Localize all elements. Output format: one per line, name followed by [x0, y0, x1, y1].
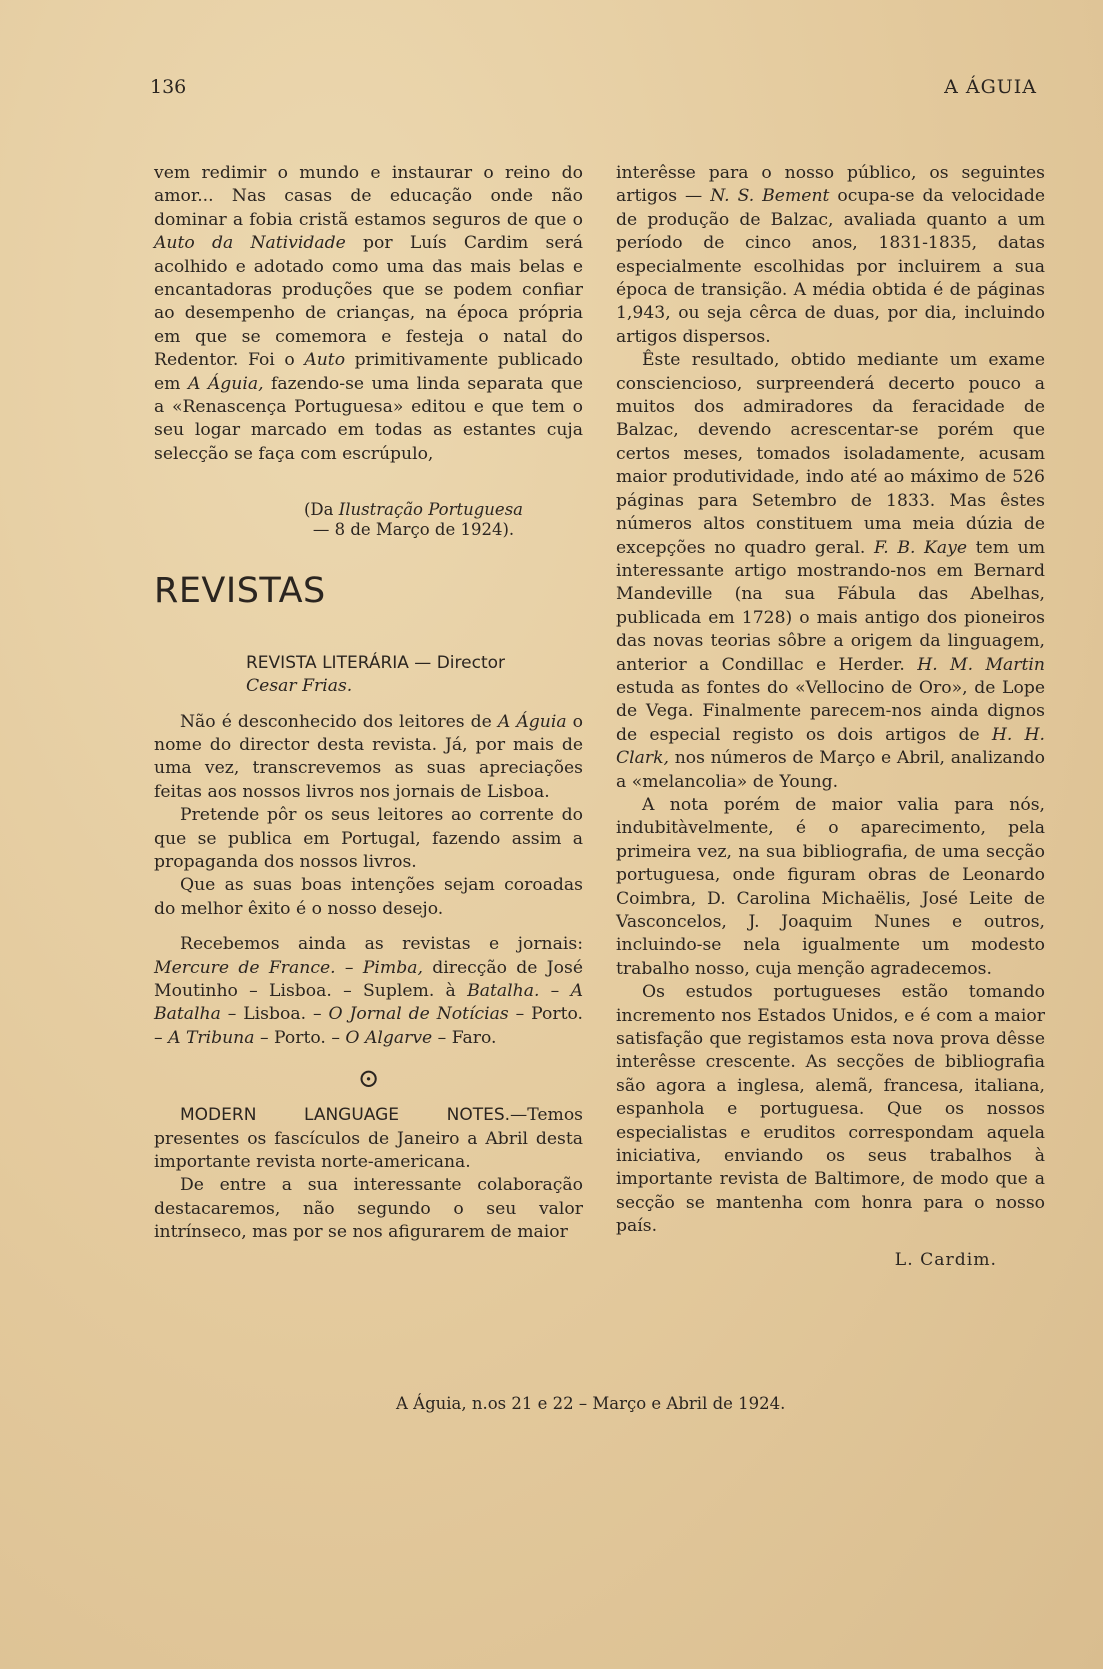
paragraph-revista-1: Não é desconhecido dos leitores de A Águia o nome do director desta revista. Já, por mais de uma vez, transcrevemos as suas apreciações feitas aos nossos livros nos jornais de Lisboa. — [154, 711, 584, 802]
left-column — [154, 162, 583, 1245]
page-footer: A Águia, n.os 21 e 22 – Março e Abril de 1924. — [396, 1394, 786, 1413]
paragraph-bement: interêsse para o nosso público, os seguintes artigos — N. S. Bement ocupa-se da velocidade de produção de Balzac, avaliada quanto a um período de cinco anos, 1831-1835, datas especialmente escolhidas por incluirem a sua época de transição. A média obtida é de páginas 1,943, ou seja cêrca de duas, por dia, incluindo artigos dispersos. — [616, 163, 1045, 347]
revista-literaria-heading: REVISTA LITERÁRIA — Director Cesar Frias. — [246, 652, 506, 697]
paragraph-portuguese-section: A nota porém de maior valia para nós, indubitàvelmente, é o aparecimento, pela primeira vez, na sua bibliografia, de uma secção portuguesa, onde figuram obras de Leonardo Coimbra, D. Carolina Michaëlis, José Leite de Vasconcelos, J. Joaquim Nunes e outros, incluindo-se nela igualmente um modesto trabalho nosso, cuja menção agradecemos. — [616, 794, 1045, 979]
page-header — [150, 76, 1037, 106]
paragraph-mln-collab: De entre a sua interessante colaboração destacaremos, não segundo o seu valor intrínseco, mas por se nos afigurarem de maior — [154, 1175, 583, 1243]
section-title: REVISTAS — [154, 571, 326, 612]
paragraph-received-journals: Recebemos ainda as revistas e jornais: Mercure de France. – Pimba, direcção de José Moutinho – Lisboa. – Suplem. à Batalha. – A Batalha – Lisboa. – O Jornal de Notícias – Porto. – A Tribuna – Porto. – O Algarve – Faro. — [154, 934, 584, 1048]
right-column — [616, 162, 1045, 1272]
paragraph-revista-3: Que as suas boas intenções sejam coroadas do melhor êxito é o nosso desejo. — [154, 875, 583, 919]
section-divider-icon: ⊙ — [357, 1064, 380, 1095]
author-signature: L. Cardim. — [894, 1249, 997, 1270]
paragraph-revista-2: Pretende pôr os seus leitores ao corrente do que se publica em Portugal, fazendo assim a propaganda dos nossos livros. — [154, 805, 583, 872]
source-credit: (Da Ilustração Portuguesa — 8 de Março de 1924). — [303, 500, 524, 540]
running-title: A ÁGUIA — [944, 76, 1037, 98]
paragraph-result: Êste resultado, obtido mediante um exame consciencioso, surpreenderá decerto pouco a muitos dos admiradores da feracidade de Balzac, devendo acrescentar-se porém que certos meses, tomados isoladamente, acusam maior produtividade, indo até ao máximo de 526 páginas para Setembro de 1833. Mas êstes números altos constituem uma meia dúzia de excepções no quadro geral. F. B. Kaye tem um interessante artigo mostrando-nos em Bernard Mandeville (na sua Fábula das Abelhas, publicada em 1728) o mais antigo dos pioneiros das novas teorias sôbre a origem da linguagem, anterior a Condillac e Herder. H. M. Martin estuda as fontes do «Vellocino de Oro», de Lope de Vega. Finalmente parecem-nos ainda dignos de especial registo os dois artigos de H. H. Clark, nos números de Março e Abril, analizando a «melancolia» de Young. — [616, 350, 1046, 792]
page-number: 136 — [150, 76, 187, 98]
paragraph-auto-natividade: vem redimir o mundo e instaurar o reino do amor... Nas casas de educação onde não dominar a fobia cristã estamos seguros de que o Auto da Natividade por Luís Cardim será acolhido e adotado como uma das mais belas e encantadoras produções que se podem confiar ao desempenho de crianças, na época própria em que se comemora e festeja o natal do Redentor. Foi o Auto primitivamente publicado em A Águia, fazendo-se uma linda separata que a «Renascença Portuguesa» editou e que tem o seu logar marcado em todas as estantes cuja selecção se faça com escrúpulo, — [154, 163, 584, 464]
paragraph-portuguese-studies: Os estudos portugueses estão tomando incremento nos Estados Unidos, e é com a maior satisfação que registamos esta nova prova dêsse interêsse crescente. As secções de bibliografia são agora a inglesa, alemã, francesa, italiana, espanhola e portuguesa. Que os nossos especialistas e eruditos correspondam aquela iniciativa, enviando os seus trabalhos à importante revista de Baltimore, de modo que a secção se mantenha com honra para o nosso país. — [616, 982, 1045, 1237]
paragraph-mln-intro: MODERN LANGUAGE NOTES.—Temos presentes os fascículos de Janeiro a Abril desta importante revista norte-americana. — [154, 1105, 583, 1172]
